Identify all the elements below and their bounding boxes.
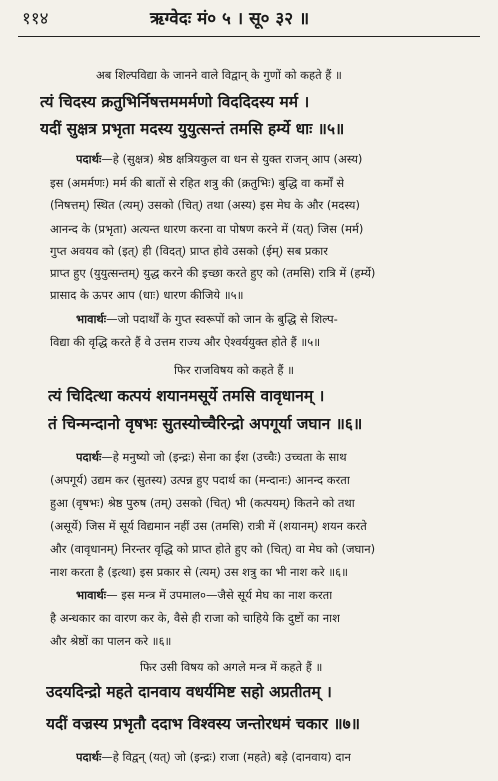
- padartha-label: पदार्थः: [76, 450, 102, 464]
- body-line: और श्रेष्ठों का पालन करे ॥६॥: [50, 634, 172, 648]
- page-header: [0, 0, 498, 42]
- section-intro: अब शिल्पविद्या के जानने वाले विद्वान् के गुणों को कहते हैं ॥: [96, 68, 342, 82]
- body-line: प्राप्त हुए (युयुत्सन्तम्) युद्ध करने की इच्छा करते हुए को (तमसि) रात्रि में (हर्म्ये): [50, 266, 376, 280]
- header-rule: [18, 36, 480, 37]
- bhavartha-label: भावार्थः: [76, 312, 107, 326]
- body-line: पदार्थः—हे मनुष्यो जो (इन्द्रः) सेना का ईश (उच्चैः) उच्चता के साथ: [76, 450, 347, 464]
- body-line: भावार्थः— इस मन्त्र में उपमाल०—जैसे सूर्य मेघ का नाश करता: [76, 588, 333, 602]
- padartha-label: पदार्थः: [76, 152, 102, 166]
- body-line: भावार्थः—जो पदार्थों के गुप्त स्वरूपों को जान के बुद्धि से शिल्प-: [76, 312, 338, 326]
- mantra-line: त्यं चिदस्य क्रतुभिर्निषत्तममर्मणो विददिदस्य मर्म ।: [40, 93, 310, 111]
- body-line: इस (अमर्मणः) मर्म की बातों से रहित शत्रु की (क्रतुभिः) बुद्धि वा कर्मों से: [50, 176, 345, 190]
- section-intro: फिर राजविषय को कहते हैं ॥: [174, 363, 295, 377]
- body-line: नाश करता है (इत्था) इस प्रकार से (त्यम्) उस शत्रु का भी नाश करे ॥६॥: [50, 565, 348, 579]
- body-line: आनन्द के (प्रभृता) अत्यन्त धारण करना वा पोषण करने में (यत्) जिस (मर्म): [50, 222, 364, 236]
- body-line: हुआ (वृषभः) श्रेष्ठ पुरुष (तम्) उसको (चित्) भी (कत्पयम्) कितने को तथा: [50, 496, 355, 510]
- body-line: पदार्थः—हे (सुक्षत्र) श्रेष्ठ क्षत्रियकुल वा धन से युक्त राजन् आप (अस्य): [76, 152, 363, 166]
- body-line: है अन्धकार का वारण कर के, वैसे ही राजा को चाहिये कि दुष्टों का नाश: [50, 611, 340, 625]
- padartha-label: पदार्थः: [76, 750, 102, 764]
- body-line: (अपगूर्य) उद्यम कर (सुतस्य) उत्पन्न हुए पदार्थ का (मन्दानः) आनन्द करता: [50, 473, 350, 487]
- mantra-line: यदीं वज्रस्य प्रभृतौ ददाभ विश्वस्य जन्तोरधमं चकार ॥७॥: [46, 715, 361, 733]
- body-line: विद्या की वृद्धि करते हैं वे उत्तम राज्य और ऐश्वर्ययुक्त होते हैं ॥५॥: [50, 335, 321, 349]
- page-number: ११४: [22, 9, 49, 29]
- body-line: (निषत्तम्) स्थित (त्यम्) उसको (चित्) तथा (अस्य) इस मेघ के और (मदस्य): [50, 198, 360, 212]
- mantra-line: त्यं चिदित्था कत्पयं शयानमसूर्ये तमसि वावृधानम् ।: [48, 387, 325, 405]
- running-title: ऋग्वेदः मं० ५ । सू० ३२ ॥: [150, 9, 310, 29]
- body-line: और (वावृधानम्) निरन्तर वृद्धि को प्राप्त होते हुए को (चित्) वा मेघ को (जघान): [50, 542, 376, 556]
- mantra-line: उदयदिन्द्रो महते दानवाय वधर्यमिष्ट सहो अप्रतीतम् ।: [46, 683, 332, 701]
- body-line: प्रासाद के ऊपर आप (धाः) धारण कीजिये ॥५॥: [50, 288, 244, 302]
- mantra-line: यदीं सुक्षत्र प्रभृता मदस्य युयुत्सन्तं तमसि हर्म्ये धाः ॥५॥: [40, 120, 345, 138]
- section-intro: फिर उसी विषय को अगले मन्त्र में कहते हैं ॥: [140, 660, 323, 674]
- body-line: गुप्त अवयव को (इत्) ही (विदत्) प्राप्त होवे उसको (ईम्) सब प्रकार: [50, 244, 328, 258]
- bhavartha-label: भावार्थः: [76, 588, 107, 602]
- body-line: पदार्थः—हे विद्वन् (यत्) जो (इन्द्रः) राजा (महते) बड़े (दानवाय) दान: [76, 750, 351, 764]
- body-line: (असूर्ये) जिस में सूर्य विद्यमान नहीं उस (तमसि) रात्री में (शयानम्) शयन करते: [50, 519, 367, 533]
- mantra-line: तं चिन्मन्दानो वृषभः सुतस्योच्चैरिन्द्रो अपगूर्या जघान ॥६॥: [48, 415, 363, 433]
